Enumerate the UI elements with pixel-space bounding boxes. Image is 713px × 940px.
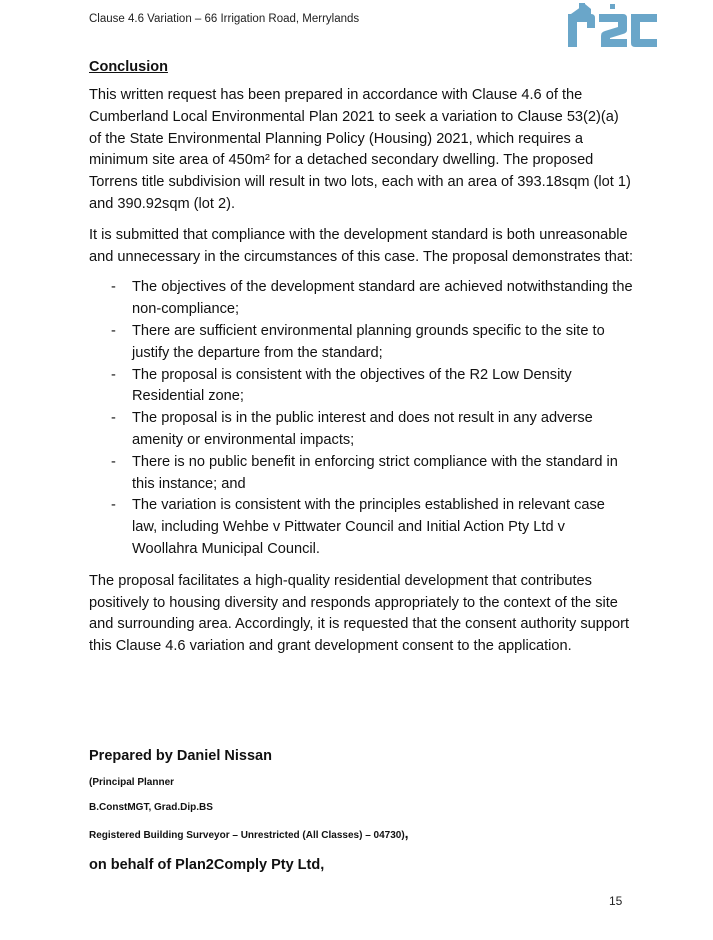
paragraph-intro: This written request has been prepared in accordance with Clause 4.6 of the Cumberland Local Environmental Plan 2021 to seek a variation to Clause 53(2)(a) of the State Environmental Planning Policy (Housing) 2021, which requires a minimum site area of 450m² for a detached secondary dwelling. The proposed Torrens title subdivision will result in two lots, each with an area of 393.18sqm (lot 1) and 390.92sqm (lot 2). [89, 87, 631, 212]
page-number: 15 [609, 894, 623, 908]
bullet-dash: - [111, 410, 116, 427]
section-heading: Conclusion [89, 59, 168, 75]
bullet-dash: - [111, 497, 116, 514]
bullet-dash: - [111, 279, 116, 296]
author-qualifications: B.ConstMGT, Grad.Dip.BS [89, 802, 213, 813]
author-registration: Registered Building Surveyor – Unrestricted (All Classes) – 04730), [89, 825, 409, 841]
list-item: - There is no public benefit in enforcing strict compliance with the standard in this instance; and [111, 453, 618, 492]
house-logo-icon [561, 0, 661, 52]
paragraph-submission: It is submitted that compliance with the development standard is both unreasonable and unnecessary in the circumstances of this case. The proposal demonstrates that: [89, 226, 634, 265]
running-header: Clause 4.6 Variation – 66 Irrigation Road, Merrylands [89, 13, 360, 25]
author-title: (Principal Planner [89, 777, 175, 788]
bullet-dash: - [111, 366, 116, 383]
list-item: - The objectives of the development standard are achieved notwithstanding the non-compliance; [111, 279, 633, 318]
on-behalf-of: on behalf of Plan2Comply Pty Ltd, [89, 857, 325, 873]
list-item: - The proposal is in the public interest and does not result in any adverse amenity or environmental impacts; [111, 410, 593, 448]
bullet-list [89, 277, 634, 560]
bullet-dash: - [111, 322, 116, 339]
prepared-by: Prepared by Daniel Nissan [89, 748, 272, 764]
list-item: - The variation is consistent with the principles established in relevant case law, including Wehbe v Pittwater Council and Initial Action Pty Ltd v Woollahra Municipal Council. [111, 497, 605, 557]
paragraph-closing: The proposal facilitates a high-quality residential development that contributes positively to housing diversity and responds appropriately to the context of the site and surrounding area. Accordingly, it is requested that the consent authority support this Clause 4.6 variation and grant development consent to the application. [89, 572, 630, 655]
signature-block [89, 745, 634, 876]
list-item: - The proposal is consistent with the objectives of the R2 Low Density Residential zone; [111, 366, 572, 405]
list-item: - There are sufficient environmental planning grounds specific to the site to justify the departure from the standard; [111, 322, 605, 361]
bullet-dash: - [111, 453, 116, 470]
conclusion-section [89, 57, 634, 667]
